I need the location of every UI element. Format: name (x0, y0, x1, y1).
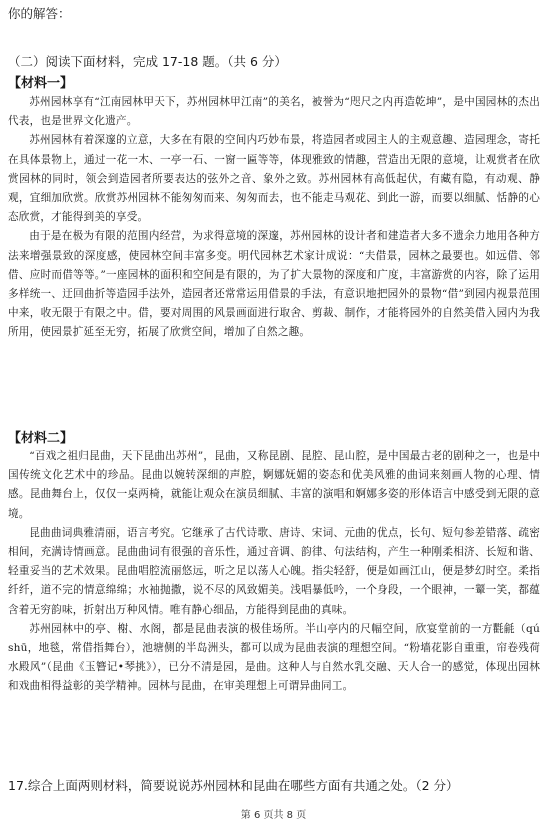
material-two-body (8, 447, 540, 697)
material-one-paragraph: 苏州园林有着深邃的立意，大多在有限的空间内巧妙布景，将造园者或园主人的主观意趣、造园理念，寄托在具体景物上，通过一花一木、一亭一石、一窗一匾等等，体现雅致的情趣，营造出无限的意境，让观赏者在欣赏园林的同时，领会到造园者所要表达的弦外之音、象外之致。苏州园林有高低起伏，有藏有隐，有动观、静观，宜细加欣赏。欣赏苏州园林不能匆匆而来、匆匆而去，也不能走马观花、到此一游，而要以细腻、恬静的心态欣赏，才能得到美的享受。 (8, 134, 540, 224)
answer-label: 你的解答： (8, 6, 71, 21)
section-title: （二）阅读下面材料，完成 17-18 题。（共 6 分） (8, 54, 287, 69)
material-one-body (8, 93, 540, 343)
material-one-paragraph: 苏州园林享有“江南园林甲天下，苏州园林甲江南”的美名，被誉为“咫尺之内再造乾坤”，是中国园林的杰出代表，也是世界文化遗产。 (8, 96, 540, 128)
material-two-paragraph: 昆曲曲词典雅清丽，语言考究。它继承了古代诗歌、唐诗、宋词、元曲的优点，长句、短句参差错落、疏密相间，充满诗情画意。昆曲曲词有很强的音乐性，通过音调、韵律、句法结构，产生一种刚柔相济、长短和谐、轻重妥当的艺术效果。昆曲唱腔流丽悠远，听之足以荡人心魄。指尖轻舒，便是如画江山，便是梦幻时空。柔指纤纤，道不完的情意绵绵；水袖抛撒，说不尽的风致媚美。浅唱暴低吟，一个身段，一个眼神，一颦一笑，都蕴含着无穷韵味，折射出万种风情。唯有静心细品，方能得到昆曲的真味。 (8, 526, 540, 616)
question-17: 17.综合上面两则材料，简要说说苏州园林和昆曲在哪些方面有共通之处。（2 分） (8, 778, 459, 793)
material-two-heading: 【材料二】 (8, 431, 74, 446)
material-one-paragraph: 由于是在极为有限的范围内经营，为求得意境的深邃，苏州园林的设计者和建造者大多不遗余力地用各种方法来增强景致的深度感，使园林空间丰富多变。明代园林艺术家计成说：“夫借景，园林之最要也。如远借、邻借、应时而借等等。”一座园林的面积和空间是有限的，为了扩大景物的深度和广度，丰富游赏的内容，除了运用多样统一、迂回曲折等造园手法外，造园者还常常运用借景的手法，有意识地把园外的景物“借”到园内视景范围中来，收无限于有限之中。借，要对周围的风景画面进行取舍、剪裁、制作，才能将园外的自然美借入园内为我所用，使园景扩延至无穷，拓展了欣赏空间，增加了自然之趣。 (8, 230, 540, 339)
material-two-paragraph: “百戏之祖归昆曲，天下昆曲出苏州”，昆曲，又称昆剧、昆腔、昆山腔，是中国最古老的剧种之一，也是中国传统文化艺术中的珍品。昆曲以婉转深细的声腔，婀娜妩媚的姿态和优美风雅的曲词来刻画人物的心理、情感。昆曲舞台上，仅仅一桌两椅，就能让观众在演员细腻、丰富的演唱和婀娜多姿的形体语言中感受到无限的意境。 (8, 450, 540, 520)
page-footer: 第 6 页共 8 页 (240, 810, 307, 821)
material-two-paragraph: 苏州园林中的亭、榭、水阁，都是昆曲表演的极佳场所。半山亭内的尺幅空间，欣宴堂前的一方氍毹（qú shū，地毯，常借指舞台），池塘侧的半岛洲头，都可以成为昆曲表演的理想空间。“粉墙花影自重重，帘卷残荷水殿风”（昆曲《玉簪记•琴挑》），已分不清是园，是曲。这种人与自然水乳交融、天人合一的感觉，体现出园林和戏曲相得益彰的美学精神。园林与昆曲，在审美理想上可谓异曲同工。 (8, 622, 540, 693)
material-one-heading: 【材料一】 (8, 76, 74, 91)
